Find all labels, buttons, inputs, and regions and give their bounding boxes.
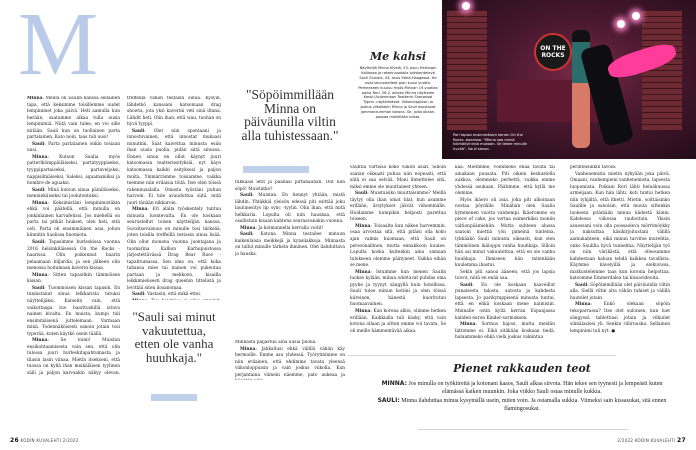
paragraph-text: Söpöimmillään olet päiväunilla viltin alla. Siellä viltin alta vähän tuhiset ja välillä huutelet jotain. <box>570 282 670 301</box>
divider <box>348 355 616 356</box>
bar-sign: ON THE ROCKS <box>534 33 572 71</box>
paragraph <box>455 198 555 270</box>
drop-cap: M <box>18 0 99 94</box>
paragraph: Minna: Kutsun Saulia myös patterihömppäiläiseksi, partatyyppiseksi, tyyppipartaiseksi, partaveijoksi, nappisilmäiseksi, Saleksi, aquamaniiksi ja hombre de aguaksi. <box>27 154 120 187</box>
right-page <box>348 0 696 450</box>
paragraph: Minna: Jahkailusi ehkä välillä vähän käy hermoille. Emme asu yhdessä. Työrytmimme on niin erilainen, että ehdimme tavata yleensä viikonloppuisin ja vain joskus viikolla. Kun perjantaina viimein näemme, pato aukeaa ja <box>235 347 345 380</box>
paragraph-text: Kutsun Saulia myös patterihömppäiläiseksi, partatyyppiseksi, tyyppipartaiseksi, partaveijoksi, nappisilmäiseksi, Saleksi, aquamaniiksi ja hombre de aguaksi. <box>27 154 120 187</box>
speaker-name: Minna <box>240 346 256 352</box>
speaker-name: Minna <box>32 338 48 344</box>
pull-quote-1: "Söpöimmillään Minna on päiväunilla viltin alla tuhistessaan." <box>241 87 339 143</box>
paragraph-text: Sitten tapasitkin tämmöisen kissan. <box>27 272 120 285</box>
speaker-name: Minna <box>355 223 371 229</box>
article-column-4 <box>350 165 446 347</box>
paragraph: Minna: Keksimistäni lempinimistäkin ehkä voi päätellä, että minulla on jonkinlainen karvafetissi. Jos miehellä on parta tai pitkät hiukset, olen heti, että ooh. Parta oli ensimmäinen asia, johon kiinnitin Saulissa huomiota. <box>27 200 120 239</box>
paragraph: Minna: Sitten tapasitkin tämmöisen kissan. <box>27 272 120 285</box>
paragraph-text: Kotona Minna testailee minuun kaikenlaisia meikkejä ja kynsilakkoja. Minnasta on tullut minulle tärkein ihminen. Olet ilahduttava ja hauska. <box>235 232 345 258</box>
paragraph-text: Tuommoisen kissan tapasin. En tunnistanut sinua telkkarista tutuksi näyttelijäksi. Katselin vain, että vaikuttaapa tuo baarituskillä istuva nainen kivalta. En muista, kumpi tuli ensimmäisenä juttelemaan. Varmaan minä. Todennäköisesti sanoin jotain tosi typerää, kuten käytkö usein täällä. <box>27 285 120 337</box>
paragraph <box>127 96 221 129</box>
paragraph-text: Muistuisiko muuttaisimme? Meillä täytyy olla ihan omat tilat, kun asumme erillään, ärsytykset jäävät vähemmälle. Hoidamme kumpikin helposti parettua toiseen. <box>350 191 446 223</box>
article-column-2 <box>127 96 221 300</box>
paragraph: Sauli: Tapasimme burleskissa vuonna 2016 helsinkiläisessä On the Rocks -baarissa. Olin poikennut baarin pelaamaan biljardia, ja sen jälkeen olin menossa hoitamaan kaverin kissaa. <box>27 240 120 272</box>
paragraph: Minna: Ja kolmannella kerralla voitit! <box>240 225 324 231</box>
speaker-name: Minna <box>32 200 48 206</box>
speaker-name: Sauli <box>575 282 588 288</box>
paragraph: Minna: Enkö olekaan söpöin tekoparrassa? Itse olet suloinen, kun luet sängyssä tablettiasi jotain ja vilkuilet silmälasiesi yli. Senkin riiliruusku. Sellainen lempinimi tuli nyt. ● <box>570 302 670 334</box>
paragraph-text: Vanhenemista mietin nykyään joka päivä. Omaani, vanhempieni vanhenemista, lapsesta luopumista. Poikani Rori lähti heinäkuussa armeijaan. Kun hän lähti, koti tuntui hetken niin tyhjältä, että itketti. Mietin, soittaisinko Saulille ja sanoisin, että muuta sittenkin luokseni pitämään minua kädestä kiinni. Kahdessa viikossa rauhoituin. Ykisin asuessani voin olla poissaoleva mörrimöykky ja naksuttaa käsikirjoitustani välillä aamukahteen, eikä minun tarvitse murehtia, onko Saulilla hyvä tunnelma. Näyttelijän työ on niin värikästä, että ollessamme kahdestaan haluan tehdä kaikkea tavallista. Käymme kävelyillä ja elokuvissa, matkustelemme taas kun korona helpottaa, katsomme Emmerdalea tai kissavideoita. <box>570 171 670 282</box>
paragraph: Sauli: Muistuisiko muuttaisimme? Meillä täytyy olla ihan omat tilat, kun asumme erillään, ärsytykset jäävät vähemmälle. Hoidamme kumpikin helposti parettua toiseen. <box>350 191 446 223</box>
quote-bar <box>243 166 309 173</box>
paragraph: Sauli: Minä kutsun sinua päinilöiseksi, menninkäiseksi tai joulutontuksi. <box>27 187 120 200</box>
paragraph: Sauli: Parta partalainen onkin tosiaan uusi. <box>27 141 120 154</box>
paragraph: Sauli: Söpöimmillään olet päiväunilla viltin alla. Siellä viltin alta vähän tuhiset ja välillä huutelet jotain. <box>570 282 670 301</box>
paragraph <box>455 270 555 283</box>
speaker-name: Sauli <box>355 191 368 197</box>
speaker-name: Minna <box>355 269 371 275</box>
speaker-name: Minna <box>575 302 591 308</box>
paragraph-text: Tapasimme burleskissa vuonna 2016 helsinkiläisessä On the Rocks -baarissa. Olin poikennut baarin pelaamaan biljardia, ja sen jälkeen olin menossa hoitamaan kaverin kissaa. <box>27 240 120 272</box>
paragraph-text: kaa. Mietimme, voimmeko enää tavata tai ainakaan puusata. Piti oikein keskustella aukkoa, olemmeko perhettä, vaikka emme yhdessä asukaan. Päätimme, että kyllä me olemme. <box>455 165 555 197</box>
speaker-name: Minna <box>460 322 476 328</box>
pull-quote-2: "Sauli sai minut vakuutettua, etten ole vanha huuhkaja." <box>132 309 216 365</box>
paragraph <box>455 165 555 198</box>
article-column-6 <box>570 165 670 347</box>
paragraph-text: Vastasin, että mikä ettei. <box>147 292 202 298</box>
paragraph-text: Muistan. En tiennyt yhtään, mistä lähdin. Yhtäkkiä yleisön edessä piti esittää joku laulunesitys lip sync -tyylin. Olin ihan, että mitä helkkaria. Lopulta oli niin hauskaa, että osallistuin kisaan kahtena seuraavanakin vuonna. <box>235 193 345 225</box>
paragraph: Sauli: Muistan. En tiennyt yhtään, mistä lähdin. Yhtäkkiä yleisön edessä piti esittää joku laulunesitys lip sync -tyylin. Olin ihan, että mitä helkkaria. Lopulta oli niin hauskaa, että osallistuin kisaan kahtena seuraavanakin vuonna. <box>235 193 345 225</box>
speaker-name: Minna <box>240 225 256 231</box>
paragraph: Sauli: En ole koskaan haaveillut punaisesta talosta, autosta ja kahdesta lapsesta. Jo parikymppisenä minusta tuntui, että en ehkä koskaan mene naimisiin. Minnalle ostin kyllä kerran Espanjassa kahden euron Kinder-sormuksen. <box>455 282 555 321</box>
page-folio-right: 2/2022 KODIN KUVALEHTI 27 <box>617 437 686 444</box>
article-column-3-continued <box>235 340 345 380</box>
paragraph-text: Myös ikäero oli asia, joka piti alkoinaan nostaa pöydälle. Minähän olen Saulia kymmenen vuotta vanhempi. Ikäeromme on piece of cake, jos vertaa esimerkiksi moniin valtionpäämiehiin. Mutta suhteen alussa saatoin miettiä yön pimeinä tunteina, tykkääkö Sauli minusta oikeasti, kun olen tämmöinen ikäloppu vanha huuhkaja. Silloin hän sai minut vakuutettua, että en ole vanha huuhkaja. Ihmiseen hän mitenkään kuulemma ihastui. <box>455 197 555 269</box>
sidebar-text: Näyttelijä Minna Kivelä, 53, asuu Helsingin Kalliossa ja rakennusalalla työskentelevä Sauli Siunala, 43, asuu Etelä-Haagassa. He ovat seurustelleet pian kuusi vuotta. Perheeseen kuuluu myös Minnan 19-vuotias poika Rori. 26.2. alkaen Minna näyttelee Keski-Uudenmaan Teatterin Sherwood Tigers -näytelmässä. Viikonloppuisin ja joskus viikollakin Minna ja Sauli asustavat jommankumman kotona. Se, joilla ollaan, passaa mielellään toista. <box>358 66 438 120</box>
speaker-name: Sauli <box>240 193 253 199</box>
speaker-name: Minna <box>32 154 48 160</box>
paragraph-text: treffeillä vähän testasin sinua. Kysyin, lähdetkö kanssani katsomaan drag showta, jota yksi kaverini veti sinä iltana. Lähdit heti. Olin ihan, että wau, tuohan on hyvä tyyppi. <box>127 96 221 128</box>
paragraph-text: vauhtia vartissa koko viikon asiat. Silloin saatan oikeasti puhua niin nopeasti, että siitä ei saa selvää. Moni ihmettelee sitä, miksi emme ole muuttaneet yhteen. <box>350 165 446 190</box>
paragraph: Minna: Eri alalla työskentely tuntuu minusta luontevalta. En ole koskaan seurustellut toisen näyttelijän kanssa. Suvaitsevaisuus on minulle tosi tärkeää, joten toisilla treffeillä testasin sinua lisää. Olin ollut monena vuonna juontajana ja tuomarina Kallion Karhupuistossa järjestettävässä Drag Bear Race -tapahtumassa. Sen idea on, että kuka tahansa mies tai nainen voi pukeutua partaan ja mekkoon, kisailla leikkimielisesti drag queenin tittelistä ja levittää siten ilosanomaa. <box>127 207 221 291</box>
paragraph: Minna: Istuimme kun menen Saulin luokse kylään, minua odottavat puhdas oma pyyhe ja tyynyt sängyllä kuin hotellissa. Sauli tulee minun kotiini ja olen töissä kiireinen, hänestä kuoritutuu huomaavainen. <box>350 269 446 308</box>
paragraph-text: Kun korona alkoi, olimme hetken erillään. Kaikkialla tuli käsky, että vain kotona ollaan ja sitten emme voi tavata. Se oli meille hämmentävää aikaa. <box>350 309 446 334</box>
paragraph: Minna: Sormus hajosi, mutta meidän liittomme ei. Eikä sitäkään koskaan tiedä, haluammeko ehkä vielä joskus vakiintua <box>455 322 555 341</box>
speaker-name <box>132 299 147 300</box>
sidebar-title: Me kahsi <box>369 50 427 63</box>
speaker-name: Sauli <box>32 285 45 291</box>
speaker-name: Sauli <box>132 292 145 298</box>
paragraph <box>235 180 345 193</box>
speaker-name: Minna <box>32 272 48 278</box>
speaker-name: Sauli <box>32 240 45 246</box>
paragraph-text: tukkaasi letit ja päähäsi pirtanauhan. Olit niin söpö! Muistatko? <box>235 180 345 192</box>
box-text: MINNA: Jos minulla on työkiireitä ja kotonani kaaos, Sauli alkaa siivota. Hän tekee sen tyynesti ja lempeästi kuten elämässä kaiken muunkin. Joka viikko Sauli ostaa minulle kukkia. SAULI: Minna ilahduttaa minua kysymällä usein, miten voin. Ja ostamalla sukkia. Viimeksi sain kissasukat, sitä ennen flamingosukat. <box>377 380 667 412</box>
speaker-name: Minna <box>27 96 43 101</box>
article-column-3 <box>235 180 345 330</box>
speaker-name: Minna <box>355 309 371 315</box>
paragraph-text: Se toimi! Muistan ensikohtaamisesta vain sen, että olin tulossa juuri burleskitapahtumasta ja tilasin lasin viinaa. Mietin itsekseni, että tuossa on kyllä ihan meikäläisen tyylinen säili ja paljon karvaakin näkyy olevan, <box>27 338 120 376</box>
paragraph: Minna: Kun korona alkoi, olimme hetken erillään. Kaikkialla tuli käsky, että vain kotona ollaan ja sitten emme voi tavata. Se oli meille hämmentävää aikaa. <box>350 309 446 334</box>
speaker-name: Sauli <box>132 128 145 134</box>
paragraph-text: Enkö olekaan söpöin tekoparrassa? Itse olet suloinen, kun luet sängyssä tablettiasi jotain ja vilkuilet silmälasiesi yli. Senkin riiliruusku. Sellainen lempinimi tuli nyt. ● <box>570 302 670 334</box>
paragraph-text: Sekin piti sanoa ääneen, että jos lapsia toivot, niitä en enää saa. <box>455 269 555 282</box>
paragraph: Minna: Se toimi! Muistan ensikohtaamisesta vain sen, että olin tulossa juuri burleskitapahtumasta ja tilasin lasin viinaa. Mietin itsekseni, että tuossa on kyllä ihan meikäläisen tyylinen säili ja paljon karvaakin näkyy olevan, <box>27 338 120 378</box>
box-title: Pienet rakkauden teot <box>453 362 591 375</box>
paragraph-text: Meillä on Saulin kanssa sellainen tapa, että keksimme toisillemme uudet lempinimet joka päivä. Heti aamulla kun herään, saatamme alkaa tulla uusia lempinimiä. Niitä vain tulee, en voi sille mitään. Sauli kun on tuollainen parta partalainen. Kato noin, taas tuli uusi! <box>27 96 120 141</box>
paragraph-text: Toisaalta kun näkee harvemmin, osaa arvostaa sitä, että pitäisi olla koko ajan valmis huomaan, että Sauli on persoonallinen, mutta ennakkoon kuulee. Lopulta koska kuitenkin aina samaan tulokseen olemme päätyneet. Vaikka eihän se mene. <box>350 223 446 269</box>
paragraph: Sauli: Kotona Minna testailee minuun kaikenlaisia meikkejä ja kynsilakkoja. Minnasta on tullut minulle tärkein ihminen. Olet ilahduttava ja hauska. <box>235 232 345 258</box>
article-column-1 <box>27 96 120 378</box>
speaker-name: Sauli <box>32 187 45 193</box>
paragraph <box>127 299 221 300</box>
speaker-name: Sauli <box>32 141 45 147</box>
paragraph-text: En ole koskaan haaveillut punaisesta talosta, autosta ja kahdesta lapsesta. Jo parikymppisenä minusta tuntui, että en ehkä koskaan mene naimisiin. Minnalle ostin kyllä kerran Espanjassa kahden euron Kinder-sormuksen. <box>455 282 555 321</box>
paragraph <box>570 172 670 283</box>
paragraph: Minna: Toisaalta kun näkee harvemmin, osaa arvostaa sitä, että pitäisi olla koko ajan valmis huomaan, että Sauli on persoonallinen, mutta ennakkoon kuulee. Lopulta koska kuitenkin aina samaan tulokseen olemme päätyneet. Vaikka eihän se mene. <box>350 223 446 269</box>
paragraph: Sauli: Olet niin spontaani ja innostuvainen, että innostat mukaasi minutkin. Saat kaivettua minusta esiin ihan uusia puolia, pidän siitä sinussa. Ennen sinua en ollut käynyt juuri katsomassa teatteriesityksiä, nyt käyn katsomassa kaikki esityksesi ja paljon muita. Ymmärrämme toisiamme, vaikka teemme niin erilaisia töitä. Itse olen töissä rakennusalalla. Omasta työstäni puhun harvoin. Ei tule avauduttua siitä, mitä juuri tänään nikkaroin. <box>127 128 221 206</box>
paragraph: Sauli: Tuommoisen kissan tapasin. En tunnistanut sinua telkkarista tutuksi näyttelijäksi. Katselin vain, että vaikuttaapa tuo baarituskillä istuva nainen kivalta. En muista, kumpi tuli ensimmäisenä juttelemaan. Varmaan minä. Todennäköisesti sanoin jotain tosi typerää, kuten käytkö usein täällä. <box>27 285 120 337</box>
paragraph-text: Eri alalla työskentely tuntuu minusta luontevalta. En ole koskaan seurustellut toisen näyttelijän kanssa. Suvaitsevaisuus on minulle tosi tärkeää, joten toisilla treffeillä testasin sinua lisää. Olin ollut monena vuonna juontajana ja tuomarina Kallion Karhupuistossa järjestettävässä Drag Bear Race -tapahtumassa. Sen idea on, että kuka tahansa mies tai nainen voi pukeutua partaan ja mekkoon, kisailla leikkimielisesti drag queenin tittelistä ja levittää siten ilosanomaa. <box>127 207 221 291</box>
paragraph-text: Sormus hajosi, mutta meidän liittomme ei. Eikä sitäkään koskaan tiedä, haluammeko ehkä vielä joskus vakiintua <box>455 322 555 341</box>
paragraph-text: Keksimistäni lempinimistäkin ehkä voi päätellä, että minulla on jonkinlainen karvafetissi. Jos miehellä on parta tai pitkät hiukset, olen heti, että ooh. Parta oli ensimmäinen asia, johon kiinnitin Saulissa huomiota. <box>27 200 120 239</box>
paragraph-text: Ja kolmannella kerralla voitit! <box>258 225 324 231</box>
paragraph: Minna: Meillä on Saulin kanssa sellainen tapa, että keksimme toisillemme uudet lempinimet joka päivä. Heti aamulla kun herään, saatamme alkaa tulla uusia lempinimiä. Niitä vain tulee, en voi sille mitään. Sauli kun on tuollainen parta partalainen. Kato noin, taas tuli uusi! <box>27 96 120 141</box>
paragraph <box>350 165 446 191</box>
quote-bar <box>151 394 197 401</box>
speaker-name: Sauli <box>460 282 473 288</box>
article-column-5 <box>455 165 555 347</box>
paragraph-text: Minä kutsun sinua päinilöiseksi, menninkäiseksi tai joulutontuksi. <box>27 187 120 200</box>
speaker-name: Sauli <box>240 232 253 238</box>
paragraph-text: Istuimme kun menen Saulin luokse kylään, minua odottavat puhdas oma pyyhe ja tyynyt sängyllä kuin hotellissa. Sauli tulee minun kotiini ja olen töissä kiireinen, hänestä kuoritutuu huomaavainen. <box>350 269 446 308</box>
paragraph-text: Olet niin spontaani ja innostuvainen, että innostat mukaasi minutkin. Saat kaivettua minusta esiin ihan uusia puolia, pidän siitä sinussa. Ennen sinua en ollut käynyt juuri katsomassa teatteriesityksiä, nyt käyn katsomassa kaikki esityksesi ja paljon muita. Ymmärrämme toisiamme, vaikka teemme niin erilaisia töitä. Itse olen töissä rakennusalalla. Omasta työstäni puhun harvoin. Ei tule avauduttua siitä, mitä juuri tänään nikkaroin. <box>127 128 221 206</box>
paragraph-text: Minnasta paljastuu aina uusia puolia. <box>235 340 317 345</box>
paragraph: Sauli: Vastasin, että mikä ettei. <box>132 292 202 298</box>
photo-caption: Pari tapasi ensimmäisen kerran On the Rocks -baarissa. "Minna saa minut hölmöilyihinsä mukaan. Se tekee minulle hyvää", Sauli sanoo. <box>453 133 527 151</box>
paragraph-text: perinteisinkin tavoin. <box>570 165 617 170</box>
paragraph-text: Jahkailusi ehkä välillä vähän käy hermoille. Emme asu yhdessä. Työrytmimme on niin erilainen, että ehdimme tavata yleensä viikonloppuisin ja vain joskus viikolla. Kun perjantaina viimein näemme, pato aukeaa ja <box>235 346 345 378</box>
speaker-name: Minna <box>132 207 148 213</box>
me-kahsi-sidebar <box>358 50 438 120</box>
paragraph-text: Parta partalainen onkin tosiaan uusi. <box>27 141 120 154</box>
page-folio-left: 26 KODIN KUVALEHTI 2/2022 <box>10 437 79 444</box>
divider <box>418 429 628 430</box>
